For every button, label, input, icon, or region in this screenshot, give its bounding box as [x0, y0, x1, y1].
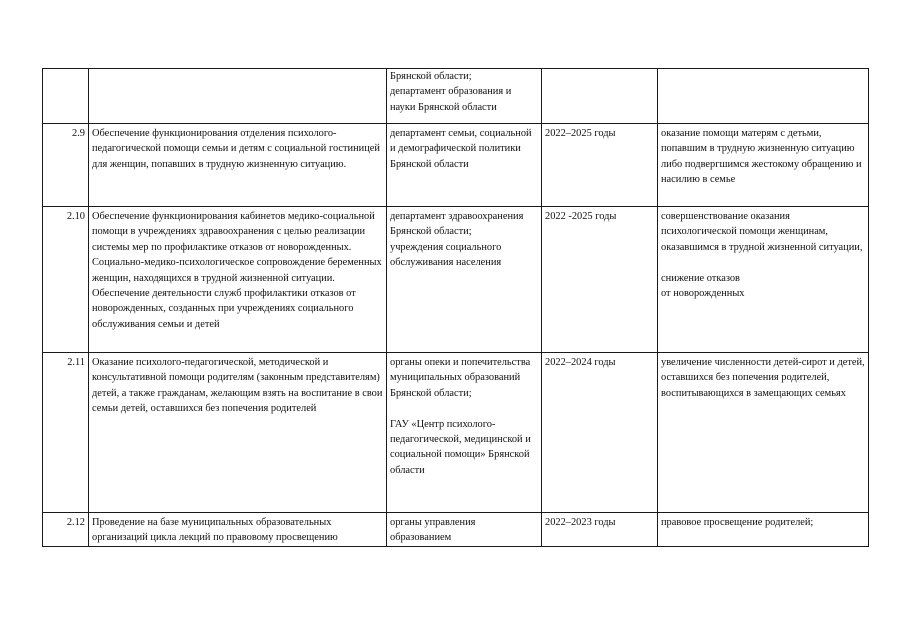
executor-cell: департамент семьи, социальной и демографической политики Брянской области [387, 124, 542, 207]
executor-cell: органы опеки и попечительства муниципальных образований Брянской области; ГАУ «Центр психолого-педагогической, медицинской и социальной помощи» Брянской области [387, 353, 542, 513]
row-number-cell: 2.10 [43, 207, 89, 353]
executor-cell: департамент здравоохранения Брянской области; учреждения социального обслуживания населения [387, 207, 542, 353]
result-cell: правовое просвещение родителей; [658, 513, 869, 547]
term-cell: 2022–2024 годы [542, 353, 658, 513]
measure-cell: Обеспечение функционирования кабинетов медико-социальной помощи в учреждениях здравоохранения с целью реализации системы мер по профилактике отказов от новорожденных. Социально-медико-психологическое сопровождение беременных женщин, находящихся в трудной жизненной ситуации. Обеспечение деятельности служб профилактики отказов от новорожденных, созданных при учреждениях социального обслуживания семьи и детей [89, 207, 387, 353]
result-cell: совершенствование оказания психологической помощи женщинам, оказавшимся в трудной жизненной ситуации, снижение отказов от новорожденных [658, 207, 869, 353]
measure-cell: Оказание психолого-педагогической, методической и консультативной помощи родителям (законным представителям) детей, а также гражданам, желающим взять на воспитание в свои семьи детей, оставшихся без попечения родителей [89, 353, 387, 513]
table-row [43, 207, 869, 353]
table-row [43, 124, 869, 207]
row-number-cell: 2.11 [43, 353, 89, 513]
result-cell: увеличение численности детей-сирот и детей, оставшихся без попечения родителей, воспитывающихся в замещающих семьях [658, 353, 869, 513]
table-row [43, 69, 869, 124]
table-row [43, 353, 869, 513]
row-number-cell [43, 69, 89, 124]
measure-cell [89, 69, 387, 124]
measure-cell: Проведение на базе муниципальных образовательных организаций цикла лекций по правовому просвещению [89, 513, 387, 547]
result-cell: оказание помощи матерям с детьми, попавшим в трудную жизненную ситуацию либо подвергшимся жестокому обращению и насилию в семье [658, 124, 869, 207]
table-row [43, 513, 869, 547]
row-number-cell: 2.9 [43, 124, 89, 207]
term-cell: 2022–2023 годы [542, 513, 658, 547]
executor-cell: Брянской области; департамент образования и науки Брянской области [387, 69, 542, 124]
term-cell [542, 69, 658, 124]
row-number-cell: 2.12 [43, 513, 89, 547]
measure-cell: Обеспечение функционирования отделения психолого-педагогической помощи семьи и детям с социальной гостиницей для женщин, попавших в трудную жизненную ситуацию. [89, 124, 387, 207]
term-cell: 2022 -2025 годы [542, 207, 658, 353]
term-cell: 2022–2025 годы [542, 124, 658, 207]
result-cell [658, 69, 869, 124]
executor-cell: органы управления образованием [387, 513, 542, 547]
measures-table [42, 68, 869, 547]
